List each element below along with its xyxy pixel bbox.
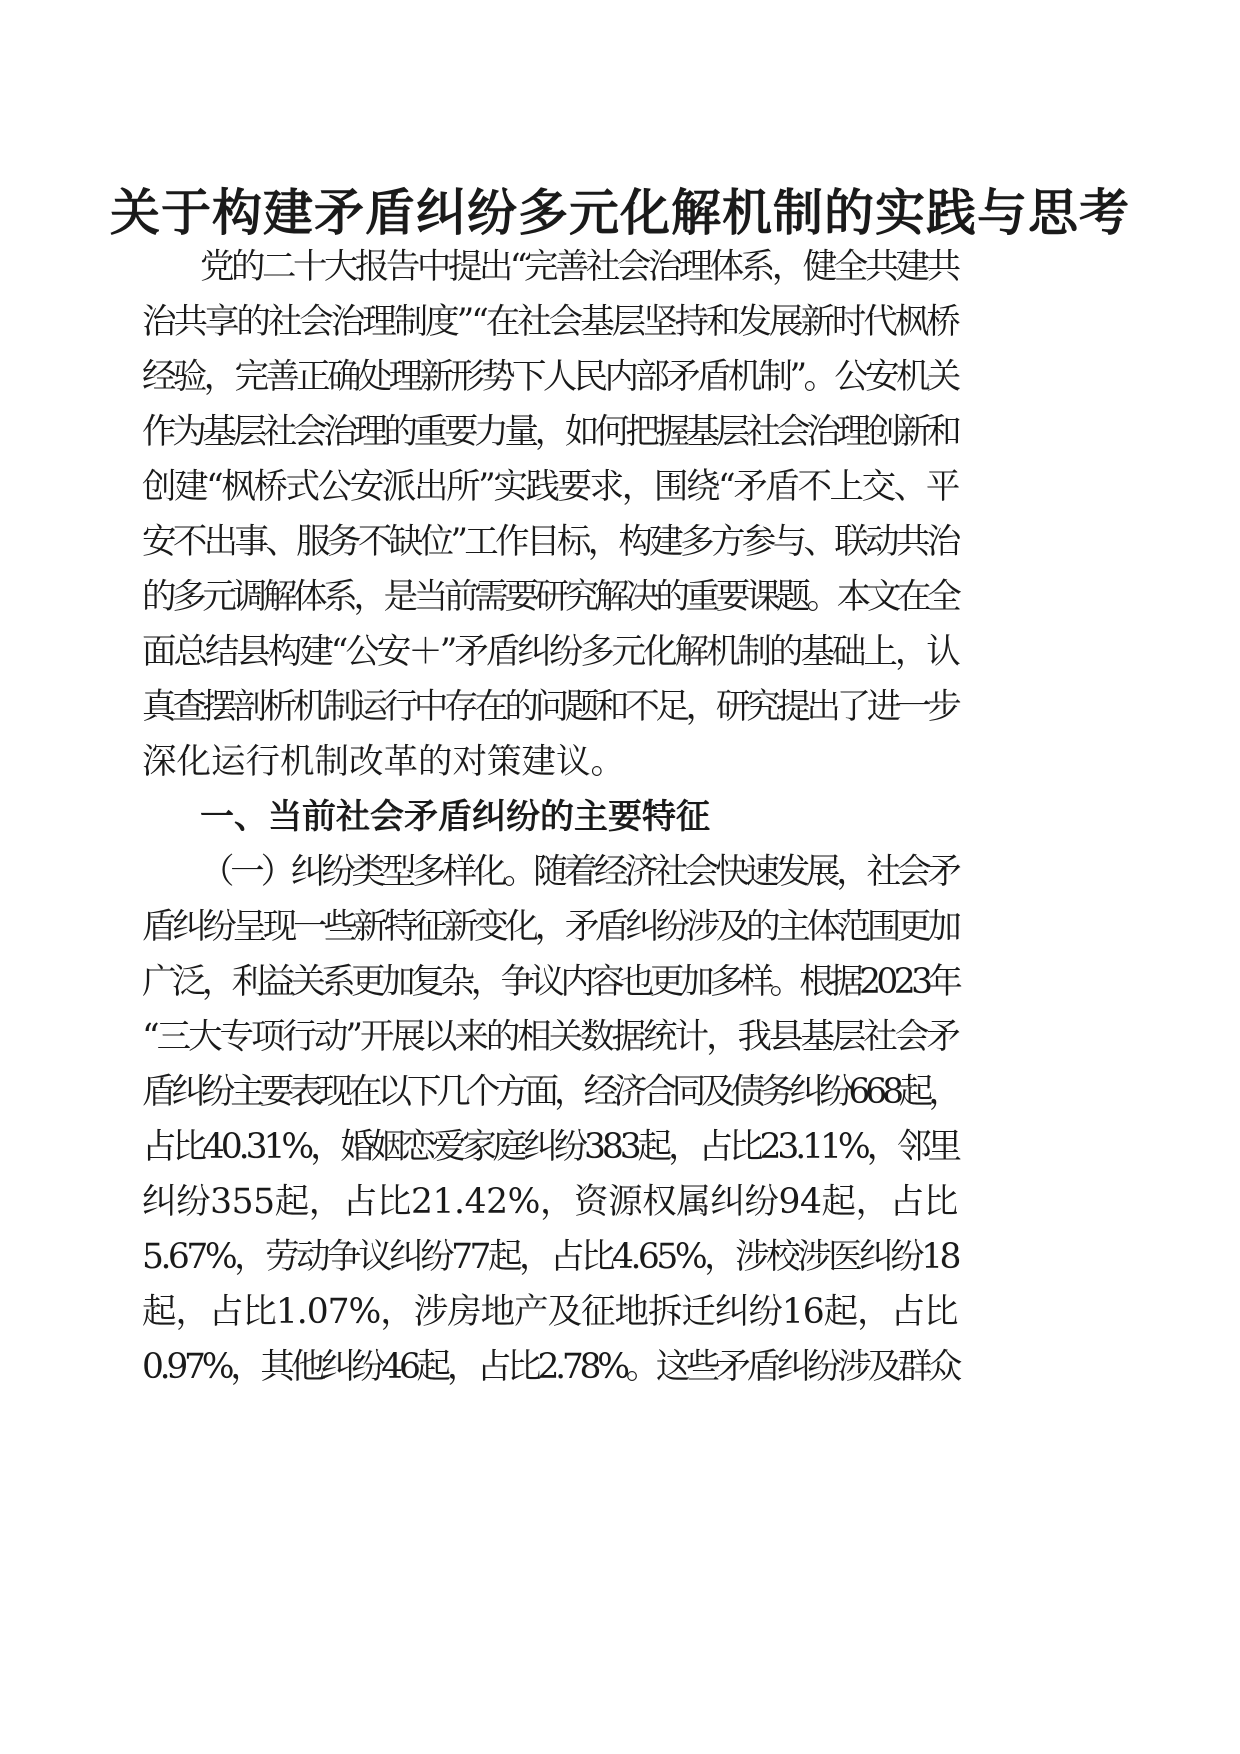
paragraph-line: 面总结县构建“公安＋”矛盾纠纷多元化解机制的基础上，认 bbox=[142, 632, 958, 672]
paragraph-line: 盾纠纷呈现一些新特征新变化，矛盾纠纷涉及的主体范围更加 bbox=[142, 907, 958, 947]
paragraph-line: 党的二十大报告中提出“完善社会治理体系，健全共建共 bbox=[200, 247, 958, 287]
paragraph-line: 0.97%，其他纠纷46起，占比2.78%。这些矛盾纠纷涉及群众 bbox=[142, 1347, 959, 1387]
paragraph-line: 安不出事、服务不缺位”工作目标，构建多方参与、联动共治 bbox=[142, 522, 958, 562]
paragraph-line: （一）纠纷类型多样化。随着经济社会快速发展，社会矛 bbox=[200, 852, 958, 892]
paragraph-line: 5.67%，劳动争议纠纷77起，占比4.65%，涉校涉医纠纷18 bbox=[142, 1237, 958, 1277]
paragraph-line: 纠纷355起，占比21.42%，资源权属纠纷94起，占比 bbox=[142, 1182, 958, 1222]
paragraph-line: 占比40.31%，婚姻恋爱家庭纠纷383起，占比23.11%，邻里 bbox=[142, 1127, 958, 1167]
document-title: 关于构建矛盾纠纷多元化解机制的实践与思考 bbox=[110, 184, 1130, 242]
section-heading: 一、当前社会矛盾纠纷的主要特征 bbox=[200, 797, 710, 837]
paragraph-line: 治共享的社会治理制度”“在社会基层坚持和发展新时代枫桥 bbox=[142, 302, 958, 342]
paragraph-line: “三大专项行动”开展以来的相关数据统计，我县基层社会矛 bbox=[142, 1017, 958, 1057]
paragraph-line: 深化运行机制改革的对策建议。 bbox=[142, 742, 625, 782]
paragraph-line: 的多元调解体系，是当前需要研究解决的重要课题。本文在全 bbox=[142, 577, 958, 617]
paragraph-line: 经验，完善正确处理新形势下人民内部矛盾机制”。公安机关 bbox=[142, 357, 958, 397]
paragraph-line: 广泛，利益关系更加复杂，争议内容也更加多样。根据2023年 bbox=[142, 962, 959, 1002]
paragraph-line: 创建“枫桥式公安派出所”实践要求，围绕“矛盾不上交、平 bbox=[142, 467, 958, 507]
paragraph-line: 作为基层社会治理的重要力量，如何把握基层社会治理创新和 bbox=[142, 412, 958, 452]
paragraph-line: 真查摆剖析机制运行中存在的问题和不足，研究提出了进一步 bbox=[142, 687, 958, 727]
paragraph-line: 起，占比1.07%，涉房地产及征地拆迁纠纷16起，占比 bbox=[142, 1292, 958, 1332]
paragraph-line: 盾纠纷主要表现在以下几个方面，经济合同及债务纠纷668起， bbox=[142, 1072, 958, 1112]
